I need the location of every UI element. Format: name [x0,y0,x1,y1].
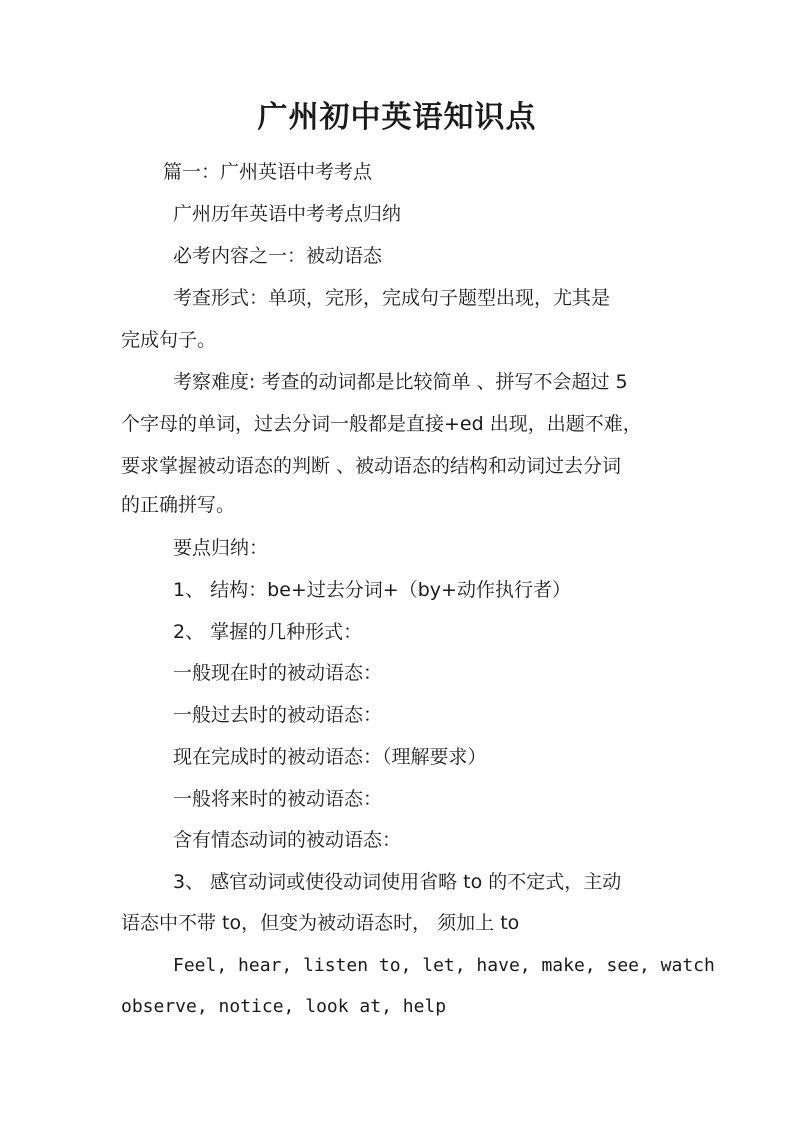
document-title: 广州初中英语知识点 [257,100,537,135]
paragraph-line: 要求掌握被动语态的判断 、被动语态的结构和动词过去分词 [121,455,622,477]
topic-heading: 必考内容之一：被动语态 [173,245,383,267]
list-subitem: 含有情态动词的被动语态： [173,829,402,851]
list-subitem: 现在完成时的被动语态：（理解要求） [173,746,487,768]
list-subitem: 一般将来时的被动语态： [173,788,383,810]
verb-list-line: Feel, hear, listen to, let, have, make, see, watch [173,955,715,976]
paragraph-line: 考察难度: 考查的动词都是比较简单 、拼写不会超过 5 [173,371,628,393]
list-item: 3、 感官动词或使役动词使用省略 to 的不定式，主动 [173,871,622,893]
list-item: 2、 掌握的几种形式： [173,621,363,643]
paragraph-line: 个字母的单词，过去分词一般都是直接+ed 出现，出题不难， [121,413,642,435]
list-subitem: 一般现在时的被动语态： [173,662,383,684]
paragraph-line: 语态中不带 to，但变为被动语态时， 须加上 to [121,912,520,934]
section-heading: 篇一：广州英语中考考点 [163,161,373,183]
paragraph-line: 考查形式：单项，完形，完成句子题型出现，尤其是 [173,287,611,309]
summary-heading: 要点归纳： [173,537,269,559]
subheading: 广州历年英语中考考点归纳 [173,203,402,225]
paragraph-line: 完成句子。 [121,329,217,351]
list-subitem: 一般过去时的被动语态： [173,704,383,726]
paragraph-line: 的正确拼写。 [121,494,236,516]
list-item: 1、 结构：be+过去分词+（by+动作执行者） [173,579,571,601]
verb-list-line: observe, notice, look at, help [121,996,447,1017]
